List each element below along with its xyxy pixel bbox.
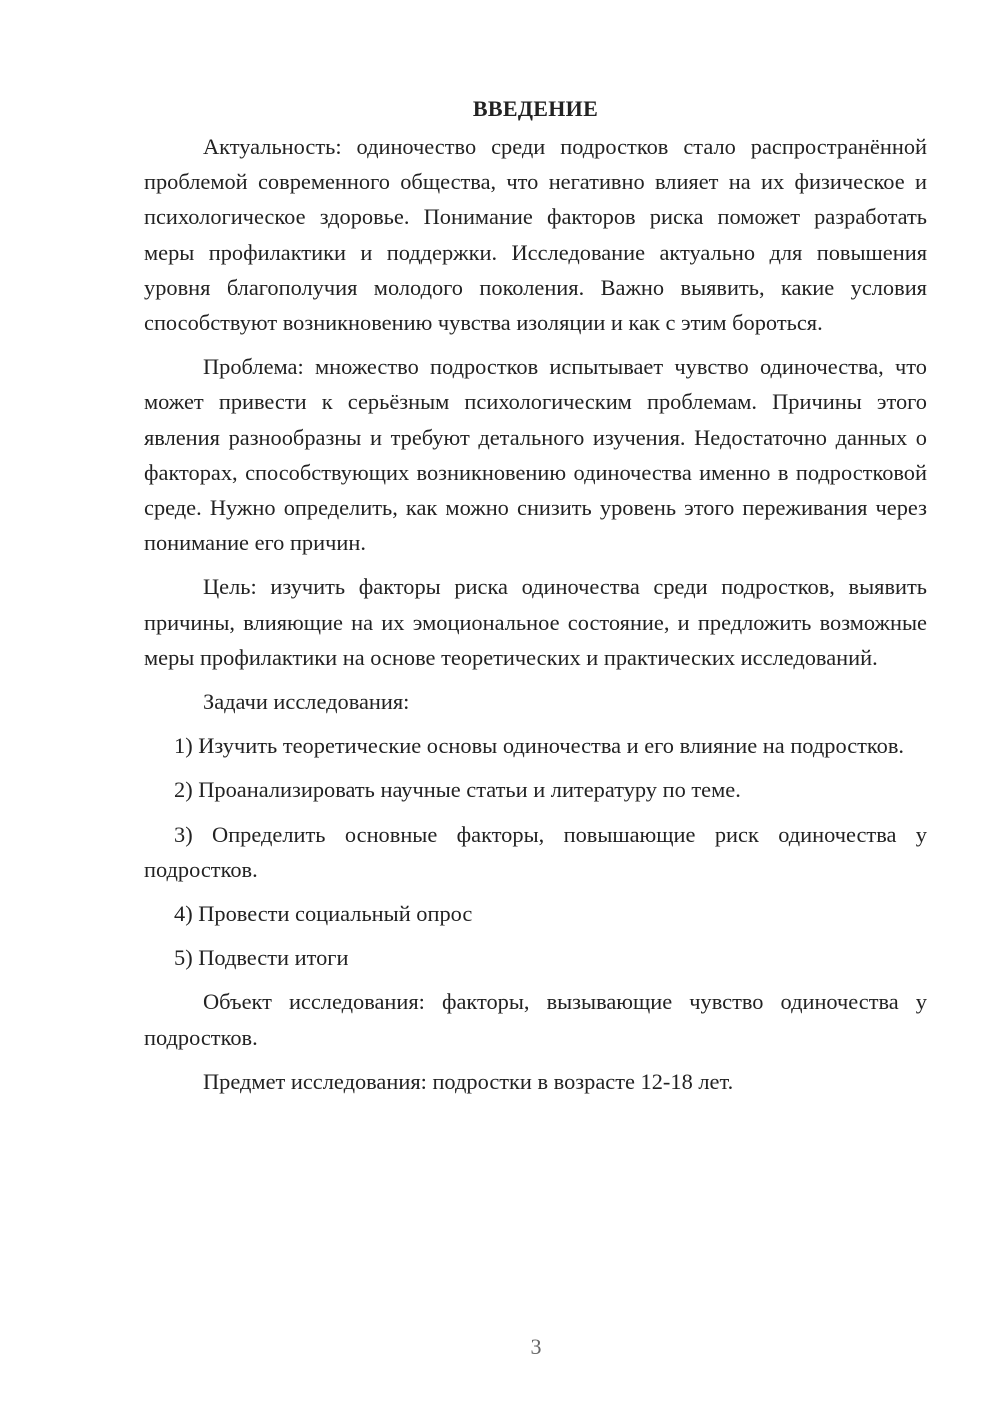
task-item-3: 3) Определить основные факторы, повышающие риск одиночества у подростков. xyxy=(144,821,927,882)
research-object-paragraph: Объект исследования: факторы, вызывающие чувство одиночества у подростков. xyxy=(144,989,927,1050)
problem-paragraph: Проблема: множество подростков испытывает чувство одиночества, что может привести к серьёзным психологическим проблемам. Причины этого явления разнообразны и требуют детального изучения. Недостаточно данных о факторах, способствующих возникновению одиночества именно в подростковой среде. Нужно определить, как можно снизить уровень этого переживания через понимание его причин. xyxy=(144,354,927,556)
task-item-4: 4) Провести социальный опрос xyxy=(174,901,473,927)
task-item-5: 5) Подвести итоги xyxy=(174,945,349,971)
section-title: ВВЕДЕНИЕ xyxy=(472,96,599,121)
relevance-paragraph: Актуальность: одиночество среди подростков стало распространённой проблемой современного общества, что негативно влияет на их физическое и психологическое здоровье. Понимание факторов риска поможет разработать меры профилактики и поддержки. Исследование актуально для повышения уровня благополучия молодого поколения. Важно выявить, какие условия способствуют возникновению чувства изоляции и как с этим бороться. xyxy=(144,134,927,336)
page-number: 3 xyxy=(530,1334,542,1359)
research-subject-paragraph: Предмет исследования: подростки в возрасте 12-18 лет. xyxy=(203,1068,734,1094)
page-body xyxy=(144,94,927,1108)
goal-paragraph: Цель: изучить факторы риска одиночества среди подростков, выявить причины, влияющие на их эмоциональное состояние, и предложить возможные меры профилактики на основе теоретических и практических исследований. xyxy=(144,574,927,670)
tasks-list xyxy=(144,728,927,975)
tasks-heading: Задачи исследования: xyxy=(203,689,410,715)
task-item-1: 1) Изучить теоретические основы одиночества и его влияние на подростков. xyxy=(174,733,905,759)
task-item-2: 2) Проанализировать научные статьи и литературу по теме. xyxy=(174,777,741,803)
